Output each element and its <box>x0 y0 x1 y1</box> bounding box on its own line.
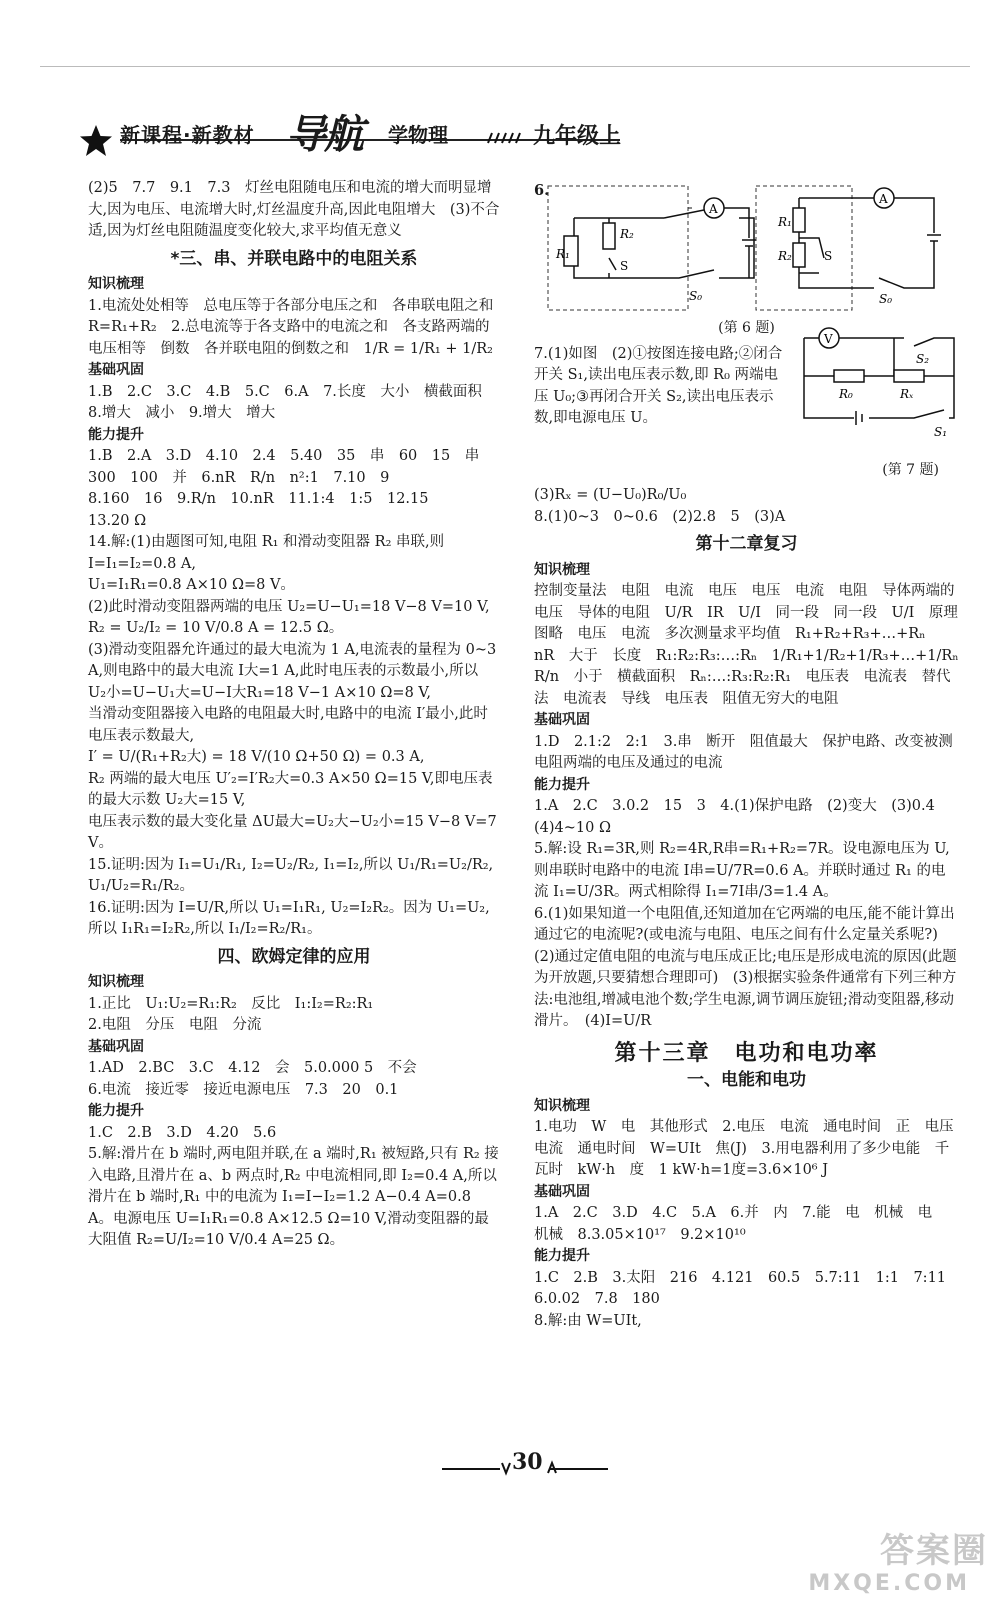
s3-q14-i: 电压表示数的最大变化量 ΔU最大=U₂大−U₂小=15 V−8 V=7 V。 <box>88 813 497 851</box>
svg-text:S₂: S₂ <box>916 351 930 366</box>
label-nengli-2: 能力提升 <box>88 1103 144 1119</box>
s3-q16: 16.证明:因为 I=U/R,所以 U₁=I₁R₁, U₂=I₂R₂。因为 U₁=U₂,所以 I₁R₁=I₂R₂,所以 I₁/I₂=R₂/R₁。 <box>88 899 490 937</box>
page-header <box>78 111 623 161</box>
label-jichu-4: 基础巩固 <box>534 1183 590 1200</box>
s3-q14-d: R₂ = U₂/I₂ = 10 V/0.8 A = 12.5 Ω。 <box>88 620 344 636</box>
svg-text:S₀: S₀ <box>879 292 893 306</box>
svg-text:R₀: R₀ <box>839 386 853 401</box>
label-jichu-2: 基础巩固 <box>88 1038 144 1055</box>
s4-basic-2: 6.电流 接近零 接近电源电压 7.3 20 0.1 <box>88 1081 399 1098</box>
c13-knowledge: 1.电功 W 电 其他形式 2.电压 电流 通电时间 正 电压 电流 通电时间 W=UIt 焦(J) 3.用电器利用了多少电能 千瓦时 kW·h 度 1 kW·h=1度=3.6×10⁶ J <box>534 1119 969 1178</box>
label-zhishi-3: 知识梳理 <box>534 561 590 578</box>
right-column <box>534 178 974 1332</box>
s3-ability-3: 13.20 Ω <box>88 512 147 529</box>
q7-answer: 7.(1)如图 (2)①按图连接电路;②闭合开关 S₁,读出电压表示数,即 R₀ 两端电压 U₀;③再闭合开关 S₂,读出电压表示数,即电源电压 U。 <box>534 345 783 426</box>
s3-q14-f: 当滑动变阻器接入电路的电阻最大时,电路中的电流 I′最小,此时电压表示数最大, <box>88 706 488 744</box>
figure-7-caption: (第 7 题) <box>882 461 939 478</box>
chapter-12-title: 第十二章复习 <box>695 534 798 554</box>
svg-text:R₁: R₁ <box>778 215 792 229</box>
c13-q8: 8.解:由 W=UIt, <box>534 1312 642 1329</box>
intro-answer: (2)5 7.7 9.1 7.3 灯丝电阻随电压和电流的增大而明显增大,因为电压、电流增大时,灯丝温度升高,因此电阻增大 (3)不合适,因为灯丝电阻随温度变化较大,求平均值无意义 <box>88 180 500 239</box>
watermark-logo: 答案圈 <box>880 1531 988 1571</box>
grade-title: 九年级上 <box>533 124 622 149</box>
s3-q14-b: U₁=I₁R₁=0.8 A×10 Ω=8 V。 <box>88 577 295 593</box>
s3-q14-g: I′ = U/(R₁+R₂大) = 18 V/(10 Ω+50 Ω) = 0.3 A, <box>88 749 425 765</box>
c12-ability-6: 6.(1)如果知道一个电阻值,还知道加在它两端的电压,能不能计算出通过它的电流呢?(或电流与电阻、电压之间有什么定量关系呢?) (2)通过定值电阻的电流与电压成正比;电压是形成电流的原因(此题为开放题,只要猜想合理即可) (3)根据实验条件通常有下列三种方法:电池组,增减电池个数;学生电源,调节调压旋钮;滑动变阻器,移动滑片。 (4)I=U/R <box>534 905 957 1029</box>
c12-ability-5: 5.解:设 R₁=3R,则 R₂=4R,R串=R₁+R₂=7R。设电源电压为 U,则串联时电路中的电流 I串=U/7R=0.6 A。并联时通过 R₁ 的电流 I₁=U/3R。两式相除得 I₁=7I串/3=1.4 A。 <box>534 841 950 900</box>
c13-ability: 1.C 2.B 3.太阳 216 4.121 60.5 5.7:11 1:1 7:11 6.0.02 7.8 180 <box>534 1269 961 1307</box>
q7-formula: (3)Rₓ = (U−U₀)R₀/U₀ <box>534 487 687 503</box>
section-1-title: 一、电能和电功 <box>687 1070 806 1090</box>
q6-label: 6. <box>534 182 550 199</box>
svg-text:R₁: R₁ <box>556 247 570 261</box>
section-3-title: *三、串、并联电路中的电阻关系 <box>170 248 418 269</box>
s3-q14-h: R₂ 两端的最大电压 U′₂=I′R₂大=0.3 A×50 Ω=15 V,即电压表的最大示数 U₂大=15 V, <box>88 770 493 808</box>
page-footer <box>440 1449 620 1479</box>
label-nengli: 能力提升 <box>88 426 144 443</box>
svg-text:R₂: R₂ <box>778 249 792 263</box>
s4-basic-1: 1.AD 2.BC 3.C 4.12 会 5.0.000 5 不会 <box>88 1060 417 1076</box>
chapter-13-title: 第十三章 电功和电功率 <box>614 1040 879 1066</box>
label-zhishi: 知识梳理 <box>88 276 144 292</box>
s4-ability-5: 5.解:滑片在 b 端时,两电阻并联,在 a 端时,R₁ 被短路,只有 R₂ 接入电路,且滑片在 a、b 两点时,R₂ 中电流相同,即 I₂=0.4 A,所以滑片在 b 端时,R₁ 中的电流为 I₁=I−I₂=1.2 A−0.4 A=0.8 A。电源电压 U=I₁R₁=0.8 A×12.5 Ω=10 V,滑动变阻器的最大阻值 R₂=U/I₂=10 V/0.4 A=25 Ω。 <box>88 1146 499 1248</box>
s3-q14-e: (3)滑动变阻器允许通过的最大电流为 1 A,电流表的量程为 0~3 A,则电路中的最大电流 I大=1 A,此时电压表的示数最小,所以 U₂小=U−U₁大=U−I大R₁=18 V−1 A×10 Ω=8 V, <box>88 641 497 701</box>
series-title: 新课程·新教材 <box>120 123 255 147</box>
star-icon <box>78 123 114 159</box>
s3-q14-c: (2)此时滑动变阻器两端的电压 U₂=U−U₁=18 V−8 V=10 V, <box>88 598 490 615</box>
svg-text:S: S <box>620 259 629 273</box>
s4-ability-1: 1.C 2.B 3.D 4.20 5.6 <box>88 1124 277 1141</box>
circuit-diagram-7 <box>794 318 959 438</box>
c12-knowledge: 控制变量法 电阻 电流 电压 电压 电流 电阻 导体两端的电压 导体的电阻 U/R IR U/I 同一段 同一段 U/I 原理图略 电压 电流 多次测量求平均值 R₁+R₂+R₃+…+Rₙ nR 大于 长度 R₁:R₂:R₃:…:Rₙ 1/R₁+1/R₂+1/R₃+…+1/Rₙ R/n 小于 横截面积 Rₙ:…:R₃:R₂:R₁ 电压表 电流表 替代法 电流表 导线 电压表 阻值无穷大的电阻 <box>534 583 974 707</box>
label-jichu: 基础巩固 <box>88 362 144 378</box>
brand-logo: 导航 <box>286 111 362 158</box>
c12-ability-1: 1.A 2.C 3.0.2 15 3 4.(1)保护电路 (2)变大 (3)0.4 (4)4~10 Ω <box>534 798 950 836</box>
svg-text:A: A <box>879 192 888 206</box>
q7-block <box>534 331 959 464</box>
svg-text:S: S <box>824 249 833 263</box>
label-zhishi-4: 知识梳理 <box>534 1097 590 1114</box>
q8-answer: 8.(1)0~3 0~0.6 (2)2.8 5 (3)A <box>534 508 786 525</box>
label-nengli-4: 能力提升 <box>534 1248 590 1264</box>
svg-text:Rₓ: Rₓ <box>900 386 914 401</box>
s4-knowledge-2: 2.电阻 分压 电阻 分流 <box>88 1017 262 1033</box>
svg-text:S₁: S₁ <box>934 424 948 438</box>
figure-6 <box>534 178 959 318</box>
subject-title: 学物理 <box>388 123 448 147</box>
circuit-diagram-6 <box>534 178 959 318</box>
label-jichu-3: 基础巩固 <box>534 712 590 728</box>
label-zhishi-2: 知识梳理 <box>88 974 144 990</box>
s3-basic: 1.B 2.C 3.C 4.B 5.C 6.A 7.长度 大小 横截面积 8.增大 减小 9.增大 增大 <box>88 383 497 421</box>
page-number: 30 <box>512 1449 543 1475</box>
c12-basic: 1.D 2.1:2 2:1 3.串 断开 阻值最大 保护电路、改变被测电阻两端的电压及通过的电流 <box>534 733 953 771</box>
tick-decoration-icon <box>486 131 526 145</box>
s3-q15: 15.证明:因为 I₁=U₁/R₁, I₂=U₂/R₂, I₁=I₂,所以 U₁/R₁=U₂/R₂, U₁/U₂=R₁/R₂。 <box>88 856 494 894</box>
figure-6-caption: (第 6 题) <box>718 320 775 336</box>
s3-q14-a: 14.解:(1)由题图可知,电阻 R₁ 和滑动变阻器 R₂ 串联,则 I=I₁=I₂=0.8 A, <box>88 534 445 572</box>
svg-text:V: V <box>824 331 833 346</box>
section-4-title: 四、欧姆定律的应用 <box>217 946 371 967</box>
watermark-url: MXQE.COM <box>808 1571 970 1596</box>
svg-text:S₀: S₀ <box>689 289 703 303</box>
top-rule <box>40 66 970 67</box>
svg-text:A: A <box>709 202 718 216</box>
c13-basic: 1.A 2.C 3.D 4.C 5.A 6.并 内 7.能 电 机械 电 机械 8.3.05×10¹⁷ 9.2×10¹⁰ <box>534 1205 947 1243</box>
s3-ability-2: 8.160 16 9.R/n 10.nR 11.1:4 1:5 12.15 <box>88 491 429 507</box>
s3-knowledge: 1.电流处处相等 总电压等于各部分电压之和 各串联电阻之和 R=R₁+R₂ 2.总电流等于各支路中的电流之和 各支路两端的电压相等 倒数 各并联电阻的倒数之和 1/R = 1/R₁ + 1/R₂ <box>88 297 508 357</box>
left-column <box>88 178 508 1252</box>
s4-knowledge-1: 1.正比 U₁:U₂=R₁:R₂ 反比 I₁:I₂=R₂:R₁ <box>88 995 374 1012</box>
s3-ability-1: 1.B 2.A 3.D 4.10 2.4 5.40 35 串 60 15 串 300 100 并 6.nR R/n n²:1 7.10 9 <box>88 448 494 486</box>
label-nengli-3: 能力提升 <box>534 776 590 793</box>
svg-text:R₂: R₂ <box>620 227 634 241</box>
